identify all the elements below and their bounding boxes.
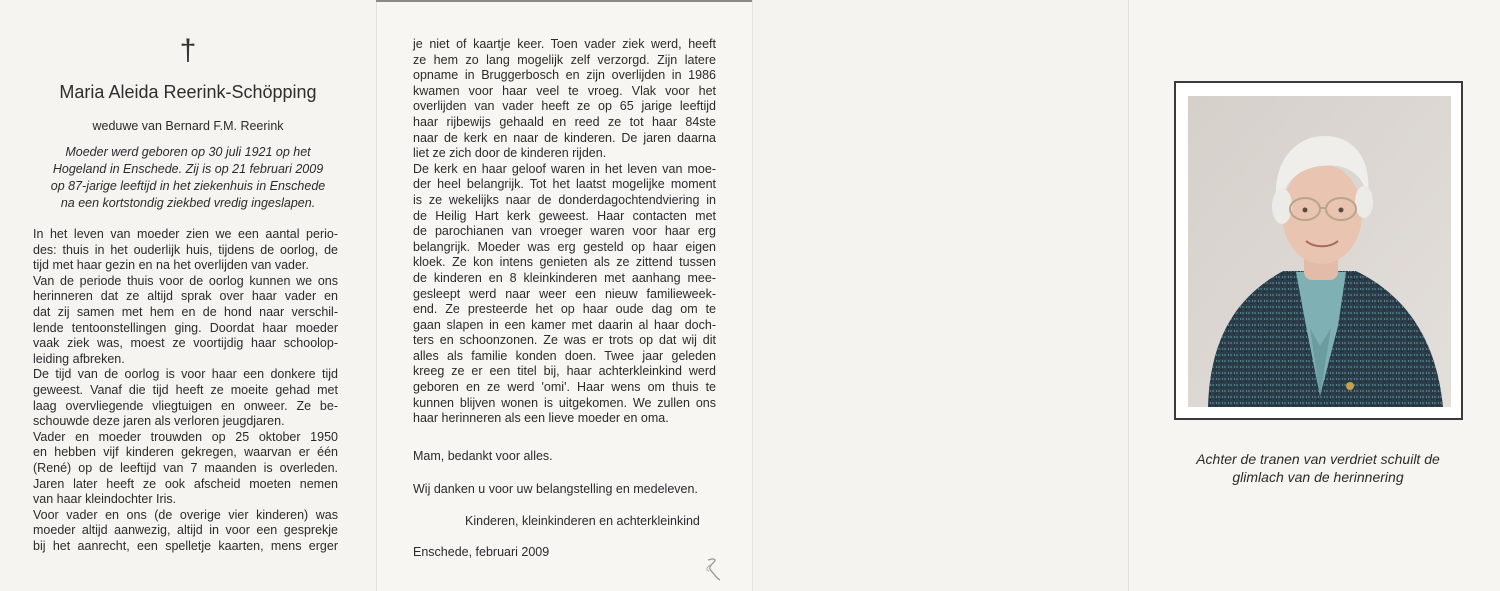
text-line: de kinderen en 8 kleinkinderen met aanhang mee- bbox=[413, 270, 716, 285]
text-line: herinneren dat ze altijd sprak over haar vader en bbox=[33, 289, 338, 304]
pen-mark-icon bbox=[700, 556, 724, 582]
text-line: haar rijbewijs gehaald en reed ze tot haar 84ste bbox=[413, 114, 716, 129]
text-line: In het leven van moeder zien we een aantal perio- bbox=[33, 227, 338, 241]
text-line: de Heilig Hart kerk geweest. Haar contacten met bbox=[413, 208, 716, 223]
text-line: De kerk en haar geloof waren in het leven van moe- bbox=[413, 161, 716, 176]
text-line: alles als familie konden doen. Twee jaar geleden bbox=[413, 348, 716, 363]
text-line: gaan slapen in een kamer met daarin al haar doch- bbox=[413, 317, 716, 332]
deceased-name: Maria Aleida Reerink-Schöpping bbox=[59, 82, 317, 102]
text-line: (René) op de leeftijd van 7 maanden is overleden. bbox=[33, 460, 338, 475]
intro-line: Hogeland in Enschede. Zij is op 21 februari 2009 bbox=[52, 162, 324, 176]
text-line: tijd met haar gezin en na het overlijden van vader. bbox=[33, 258, 309, 273]
text-line: en hebben vijf kinderen gekregen, waarvan er één bbox=[33, 445, 338, 460]
place-and-date: Enschede, februari 2009 bbox=[413, 545, 550, 559]
thanks-sympathy: Wij danken u voor uw belangstelling en medeleven. bbox=[413, 482, 698, 496]
life-story-part-2 bbox=[413, 37, 716, 427]
text-line: schouwde deze jaren als verloren jeugdjaren. bbox=[33, 414, 285, 429]
text-line: laag overvliegende vliegtuigen en onweer. Ze be- bbox=[33, 398, 338, 413]
thanks-mam: Mam, bedankt voor alles. bbox=[413, 449, 553, 463]
cross-icon: † bbox=[179, 34, 197, 67]
text-line: ze hem zo lang mogelijk zelf verzorgd. Zijn latere bbox=[413, 52, 716, 67]
text-line: end. Ze presteerde het op haar oude dag om te bbox=[413, 302, 716, 317]
text-line: de parochianen van vroeger waren voor haar erg bbox=[413, 224, 716, 239]
text-line: Vader en moeder trouwden op 25 oktober 1950 bbox=[33, 429, 338, 444]
text-line: vaak ziek was, moest ze voortijdig haar schoolop- bbox=[33, 336, 338, 351]
text-line: Van de periode thuis voor de oorlog kunnen we ons bbox=[33, 273, 338, 288]
text-line: des: thuis in het ouderlijk huis, tijdens de oorlog, de bbox=[33, 242, 338, 257]
text-line: geboren en ze werd 'omi'. Haar wens om thuis te bbox=[413, 380, 716, 395]
text-line: belangrijk. Moeder was erg gesteld op haar eigen bbox=[413, 239, 716, 254]
quote-line: Achter de tranen van verdriet schuilt de bbox=[1196, 451, 1440, 467]
portrait-image bbox=[1188, 96, 1451, 407]
text-line: kloek. Ze kon intens genieten als ze zittend tussen bbox=[413, 255, 716, 270]
text-line: liet ze zich door de kinderen rijden. bbox=[413, 146, 607, 161]
life-story-part-1 bbox=[33, 227, 338, 554]
text-line: kunnen blijven wonen is uitgekomen. We zullen ons bbox=[413, 395, 716, 410]
card-panel-blank bbox=[752, 0, 1128, 591]
memorial-quote bbox=[1140, 450, 1496, 486]
panel-top-edge bbox=[376, 0, 752, 2]
text-line: leiding afbreken. bbox=[33, 351, 125, 366]
intro-line: Moeder werd geboren op 30 juli 1921 op het bbox=[65, 145, 311, 159]
text-line: is ze wekelijks naar de donderdagochtendviering in bbox=[413, 192, 716, 207]
text-line: geweest. Vanaf die tijd heeft ze moeite gehad met bbox=[33, 382, 338, 397]
intro-paragraph bbox=[20, 144, 356, 212]
text-line: gesleept werd naar weer een nieuw familieweek- bbox=[413, 286, 716, 301]
text-line: Jaren later heeft ze ook afscheid moeten nemen bbox=[33, 476, 338, 491]
text-line: van haar kleindochter Iris. bbox=[33, 492, 177, 507]
text-line: De tijd van de oorlog is voor haar een donkere tijd bbox=[33, 367, 338, 382]
text-line: Voor vader en ons (de overige vier kinderen) was bbox=[33, 507, 338, 522]
intro-line: op 87-jarige leeftijd in het ziekenhuis in Enschede bbox=[50, 179, 326, 193]
text-line: lende tentoonstellingen ging. Doordat haar moeder bbox=[33, 320, 338, 335]
portrait-photo bbox=[1188, 96, 1451, 407]
quote-line: glimlach van de herinnering bbox=[1232, 469, 1404, 485]
text-line: opname in Bruggerbosch en zijn overlijden in 1986 bbox=[413, 68, 716, 83]
text-line: bij het aanrecht, een spelletje kaarten, mens erger bbox=[33, 538, 338, 553]
family-signature: Kinderen, kleinkinderen en achterkleinkind bbox=[465, 514, 700, 528]
text-line: overlijden van vader heeft ze op 65 jarige leeftijd bbox=[413, 99, 716, 114]
widow-of-line: weduwe van Bernard F.M. Reerink bbox=[92, 119, 284, 133]
text-line: je niet of kaartje keer. Toen vader ziek werd, heeft bbox=[413, 37, 716, 51]
text-line: kreeg ze er een titel bij, haar achterkleinkind werd bbox=[413, 364, 716, 379]
portrait-frame bbox=[1174, 81, 1463, 420]
text-line: ters en schoonzonen. Ze was er trots op dat wij dit bbox=[413, 333, 716, 348]
text-line: der heel belangrijk. Tot het laatst mogelijke moment bbox=[413, 177, 716, 192]
text-line: dat zij samen met hem en de hond naar verschil- bbox=[33, 304, 338, 319]
text-line: naar de kerk en naar de kinderen. De jaren daarna bbox=[413, 130, 716, 145]
text-line: moeder altijd aanwezig, altijd in voor een gesprekje bbox=[33, 523, 338, 538]
text-line: kwamen voor haar veel te vroeg. Vlak voor het bbox=[413, 83, 716, 98]
text-line: haar herinneren als een lieve moeder en oma. bbox=[413, 411, 669, 426]
intro-line: na een kortstondig ziekbed vredig ingeslapen. bbox=[60, 196, 316, 210]
